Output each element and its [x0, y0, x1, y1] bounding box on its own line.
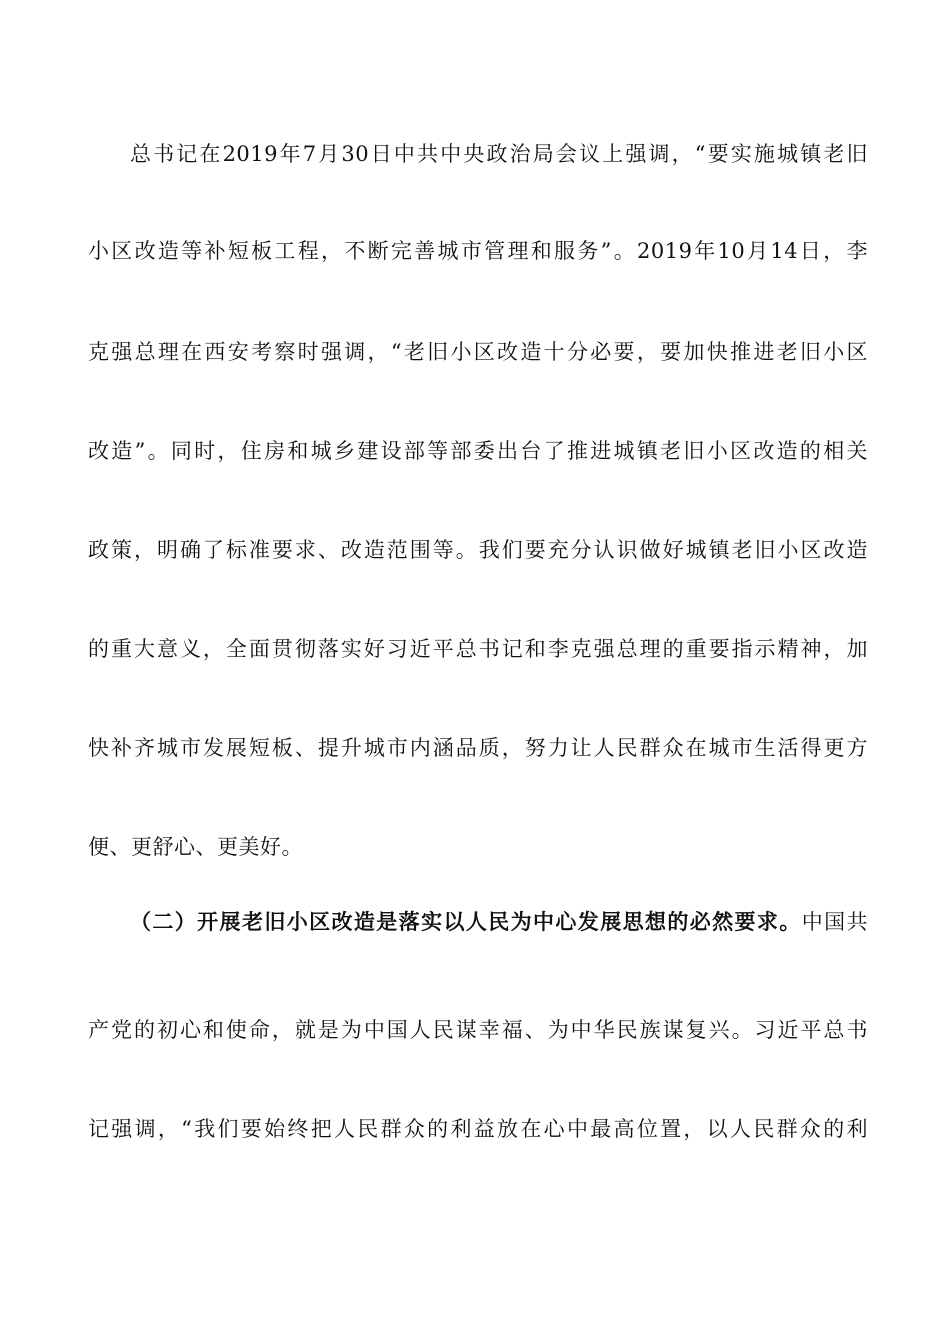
paragraph-line: 政策，明确了标准要求、改造范围等。我们要充分认识做好城镇老旧小区改造 — [88, 538, 868, 562]
section-heading: （二）开展老旧小区改造是落实以人民为中心发展思想的必然要求。 — [130, 909, 802, 934]
paragraph-line: 产党的初心和使命，就是为中国人民谋幸福、为中华民族谋复兴。习近平总书 — [88, 1018, 868, 1042]
paragraph-line: 总书记在2019年7月30日中共中央政治局会议上强调，“要实施城镇老旧 — [130, 142, 868, 166]
heading-continuation: 中国共 — [801, 910, 868, 934]
paragraph-line: 记强调，“我们要始终把人民群众的利益放在心中最高位置，以人民群众的利 — [88, 1117, 868, 1141]
paragraph-line: 便、更舒心、更美好。 — [88, 835, 303, 859]
paragraph-line: 改造”。同时，住房和城乡建设部等部委出台了推进城镇老旧小区改造的相关 — [88, 439, 868, 463]
paragraph-line: 的重大意义，全面贯彻落实好习近平总书记和李克强总理的重要指示精神，加 — [88, 637, 868, 661]
paragraph-line: 小区改造等补短板工程，不断完善城市管理和服务”。2019年10月14日，李 — [88, 239, 868, 263]
section-heading-line — [130, 907, 868, 937]
paragraph-line: 快补齐城市发展短板、提升城市内涵品质，努力让人民群众在城市生活得更方 — [88, 736, 868, 760]
paragraph-line: 克强总理在西安考察时强调，“老旧小区改造十分必要，要加快推进老旧小区 — [88, 340, 868, 364]
